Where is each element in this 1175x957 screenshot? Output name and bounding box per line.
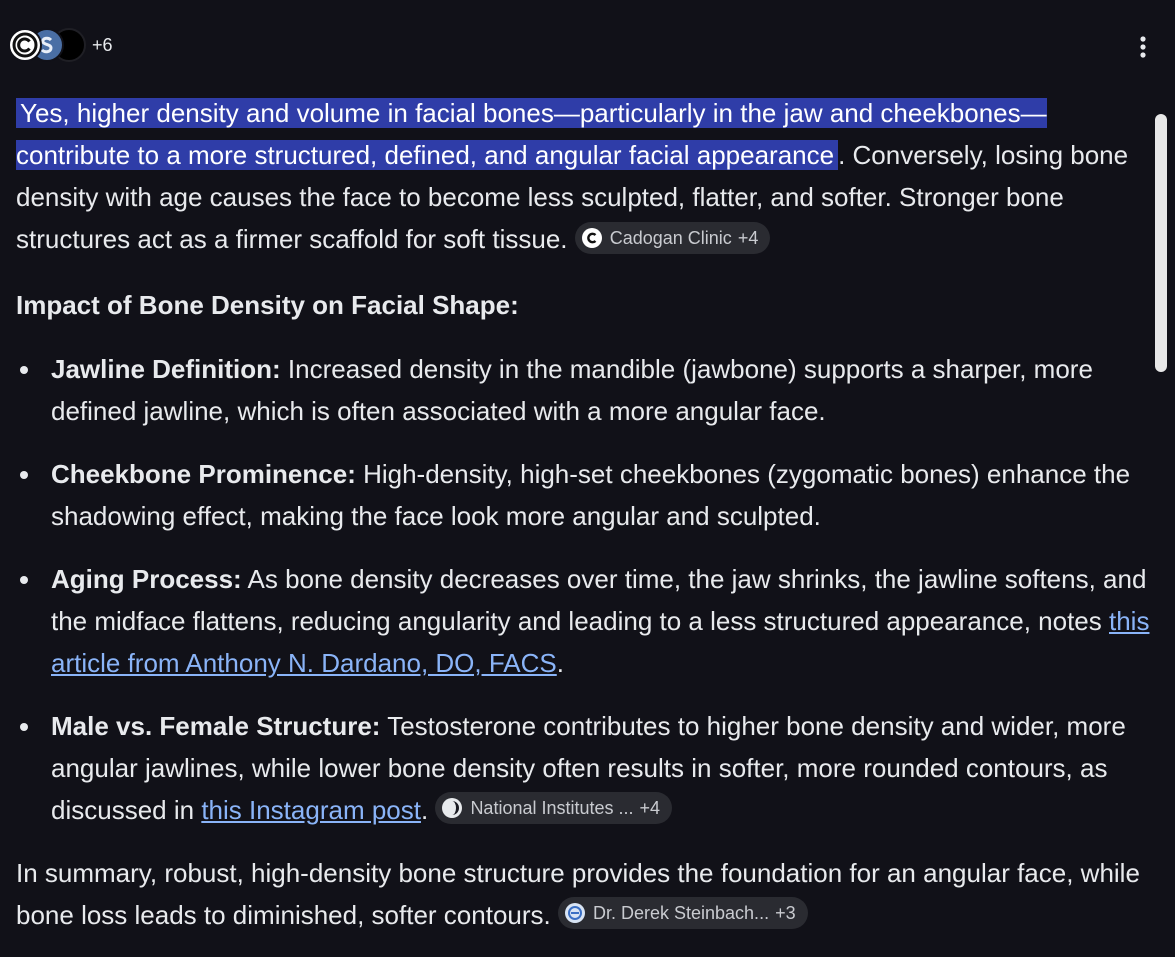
chip-count: +4 [737,228,759,248]
list-item [16,348,1152,432]
chip-label: Dr. Derek Steinbach... [592,903,770,923]
summary-paragraph [16,852,1152,936]
cadogan-clinic-c-icon[interactable] [8,28,42,62]
section-heading: Impact of Bone Density on Facial Shape: [16,290,519,320]
summary-text: In summary, robust, high-density bone structure provides the foundation for an angular face, while bone loss leads to diminished, softer contours. [16,858,1140,930]
sources-more-count[interactable]: +6 [92,34,113,55]
bullet-title: Jawline Definition: [51,354,281,384]
globe-logo-icon [565,903,585,923]
bullet-title: Cheekbone Prominence: [51,459,356,489]
bullet-dot [20,723,28,731]
list-item [16,453,1152,537]
sources-header[interactable] [8,26,113,64]
bullet-dot [20,366,28,374]
bullet-title: Aging Process: [51,564,242,594]
cadogan-clinic-c-icon [582,228,602,248]
nih-logo-icon [442,798,462,818]
list-item [16,705,1152,831]
bullet-text: Increased density in the mandible (jawbone) supports a sharper, more defined jawline, which is often associated with a more angular face. [51,354,1093,426]
bullet-title: Male vs. Female Structure: [51,711,381,741]
bullet-text: Testosterone contributes to higher bone density and wider, more angular jawlines, while lower bone density often results in softer, more rounded contours, as discussed in [51,711,1126,825]
bullet-end: . [556,648,564,678]
chip-count: +3 [775,903,796,923]
bullet-end: . [420,795,429,825]
instagram-link[interactable]: this Instagram post [201,795,421,825]
list-item [16,558,1152,684]
more-vert-icon[interactable] [1131,32,1155,62]
intro-text: . Conversely, losing bone density with age causes the face to become less sculpted, flatter, and softer. Stronger bone structures act as a firmer scaffold for soft tissue. [16,140,1129,254]
scrollbar-thumb[interactable] [1155,114,1167,372]
bullet-dot [20,471,28,479]
chip-label: National Institutes ... [470,798,634,818]
source-chip-cadogan-clinic[interactable] [575,222,771,254]
highlighted-text: Yes, higher density and volume in facial bones—particularly in the jaw and cheekbones—contribute to a more structured, defined, and angular facial appearance [16,98,1047,170]
bullet-text: High-density, high-set cheekbones (zygomatic bones) enhance the shadowing effect, making the face look more angular and sculpted. [51,459,1131,531]
answer-content [16,92,1152,936]
intro-paragraph [16,92,1152,260]
article-link[interactable]: this article from Anthony N. Dardano, DO, FACS [51,606,1150,678]
bullet-text: As bone density decreases over time, the jaw shrinks, the jawline softens, and the midface flattens, reducing angularity and leading to a less structured appearance, notes [51,564,1147,636]
source-chip-derek-steinbach[interactable] [558,897,808,929]
chip-label: Cadogan Clinic [609,228,732,248]
chip-count: +4 [639,798,661,818]
source-chip-national-institutes[interactable] [435,792,672,824]
bullet-list [16,348,1152,831]
bullet-dot [20,576,28,584]
